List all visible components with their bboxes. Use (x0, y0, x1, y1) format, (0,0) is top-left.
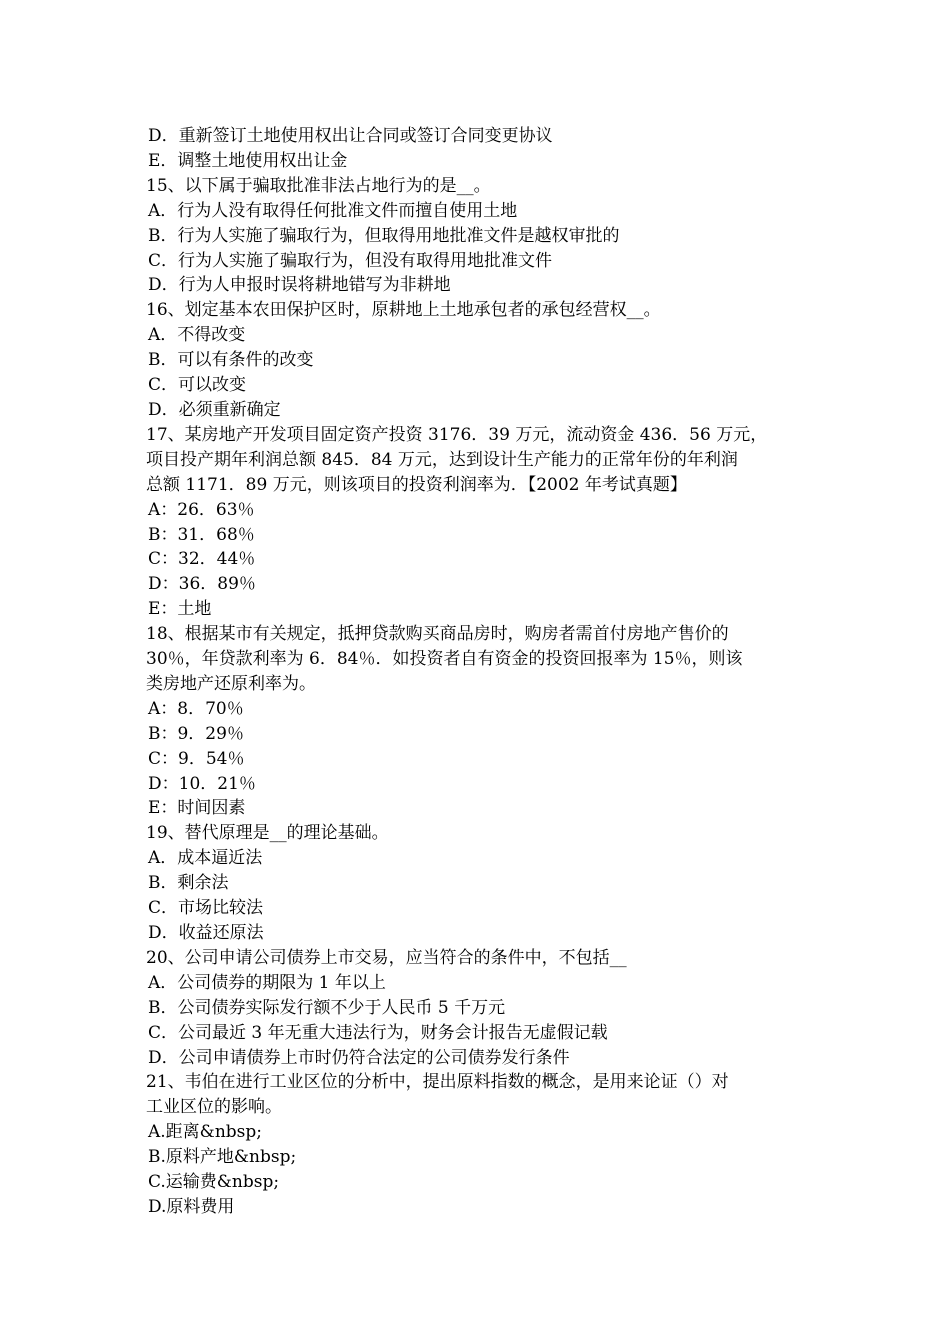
answer-option-line: B．公司债券实际发行额不少于人民币 5 千万元 (148, 997, 506, 1018)
question-text-line: 21、韦伯在进行工业区位的分析中，提出原料指数的概念，是用来论证（）对 (146, 1072, 729, 1093)
answer-option-line: E．调整土地使用权出让金 (148, 150, 348, 171)
question-text-line: 15、以下属于骗取批准非法占地行为的是__。 (146, 175, 491, 196)
answer-option-line: C．可以改变 (148, 375, 247, 396)
answer-option-line: D．公司申请债券上市时仍符合法定的公司债券发行条件 (148, 1047, 570, 1068)
answer-option-line: A．行为人没有取得任何批准文件而擅自使用土地 (148, 200, 518, 221)
answer-option-line: A．公司债券的期限为 1 年以上 (148, 972, 386, 993)
answer-option-line: A．不得改变 (148, 325, 246, 346)
answer-option-line: A：26．63％ (148, 499, 255, 520)
question-text-line: 20、公司申请公司债券上市交易，应当符合的条件中，不包括__ (146, 947, 627, 968)
answer-option-line: A.距离&nbsp; (148, 1122, 262, 1143)
answer-option-line: B：31．68％ (148, 524, 255, 545)
question-text-line: 17、某房地产开发项目固定资产投资 3176．39 万元，流动资金 436．56 万元， (146, 424, 768, 445)
answer-option-line: D．必须重新确定 (148, 399, 281, 420)
answer-option-line: C.运输费&nbsp; (148, 1172, 280, 1193)
answer-option-line: B．剩余法 (148, 873, 229, 894)
question-text-line: 19、替代原理是__的理论基础。 (146, 823, 389, 844)
answer-option-line: E：土地 (148, 599, 212, 620)
question-text-line: 工业区位的影响。 (146, 1097, 282, 1118)
answer-option-line: A：8．70％ (148, 698, 244, 719)
answer-option-line: D．收益还原法 (148, 923, 264, 943)
answer-option-line: C：9．54％ (148, 748, 245, 769)
question-text-line: 类房地产还原利率为。 (146, 673, 316, 694)
document-body (146, 124, 811, 1220)
answer-option-line: B：9．29％ (148, 723, 244, 744)
answer-option-line: B．行为人实施了骗取行为，但取得用地批准文件是越权审批的 (148, 225, 620, 246)
answer-option-line: D：36．89％ (148, 574, 256, 595)
answer-option-line: D．重新签订土地使用权出让合同或签订合同变更协议 (148, 126, 553, 146)
question-text-line: 总额 1171．89 万元，则该项目的投资利润率为．【2002 年考试真题】 (146, 474, 687, 495)
question-text-line: 项目投产期年利润总额 845．84 万元，达到设计生产能力的正常年份的年利润 (146, 449, 738, 470)
answer-option-line: E：时间因素 (148, 798, 246, 819)
question-text-line: 30％，年贷款利率为 6．84％．如投资者自有资金的投资回报率为 15％，则该 (146, 649, 743, 670)
answer-option-line: D.原料费用 (148, 1196, 235, 1217)
answer-option-line: C：32．44％ (148, 549, 256, 570)
question-text-line: 16、划定基本农田保护区时，原耕地上土地承包者的承包经营权__。 (146, 300, 661, 321)
answer-option-line: B．可以有条件的改变 (148, 350, 314, 371)
answer-option-line: B.原料产地&nbsp; (148, 1147, 297, 1168)
answer-option-line: C．市场比较法 (148, 898, 264, 919)
answer-option-line: D：10．21％ (148, 773, 256, 794)
question-text-line: 18、根据某市有关规定，抵押贷款购买商品房时，购房者需首付房地产售价的 (146, 624, 729, 645)
answer-option-line: C．行为人实施了骗取行为，但没有取得用地批准文件 (148, 250, 553, 271)
answer-option-line: A．成本逼近法 (148, 848, 263, 869)
answer-option-line: D．行为人申报时误将耕地错写为非耕地 (148, 275, 451, 296)
answer-option-line: C．公司最近 3 年无重大违法行为，财务会计报告无虚假记载 (148, 1022, 608, 1043)
